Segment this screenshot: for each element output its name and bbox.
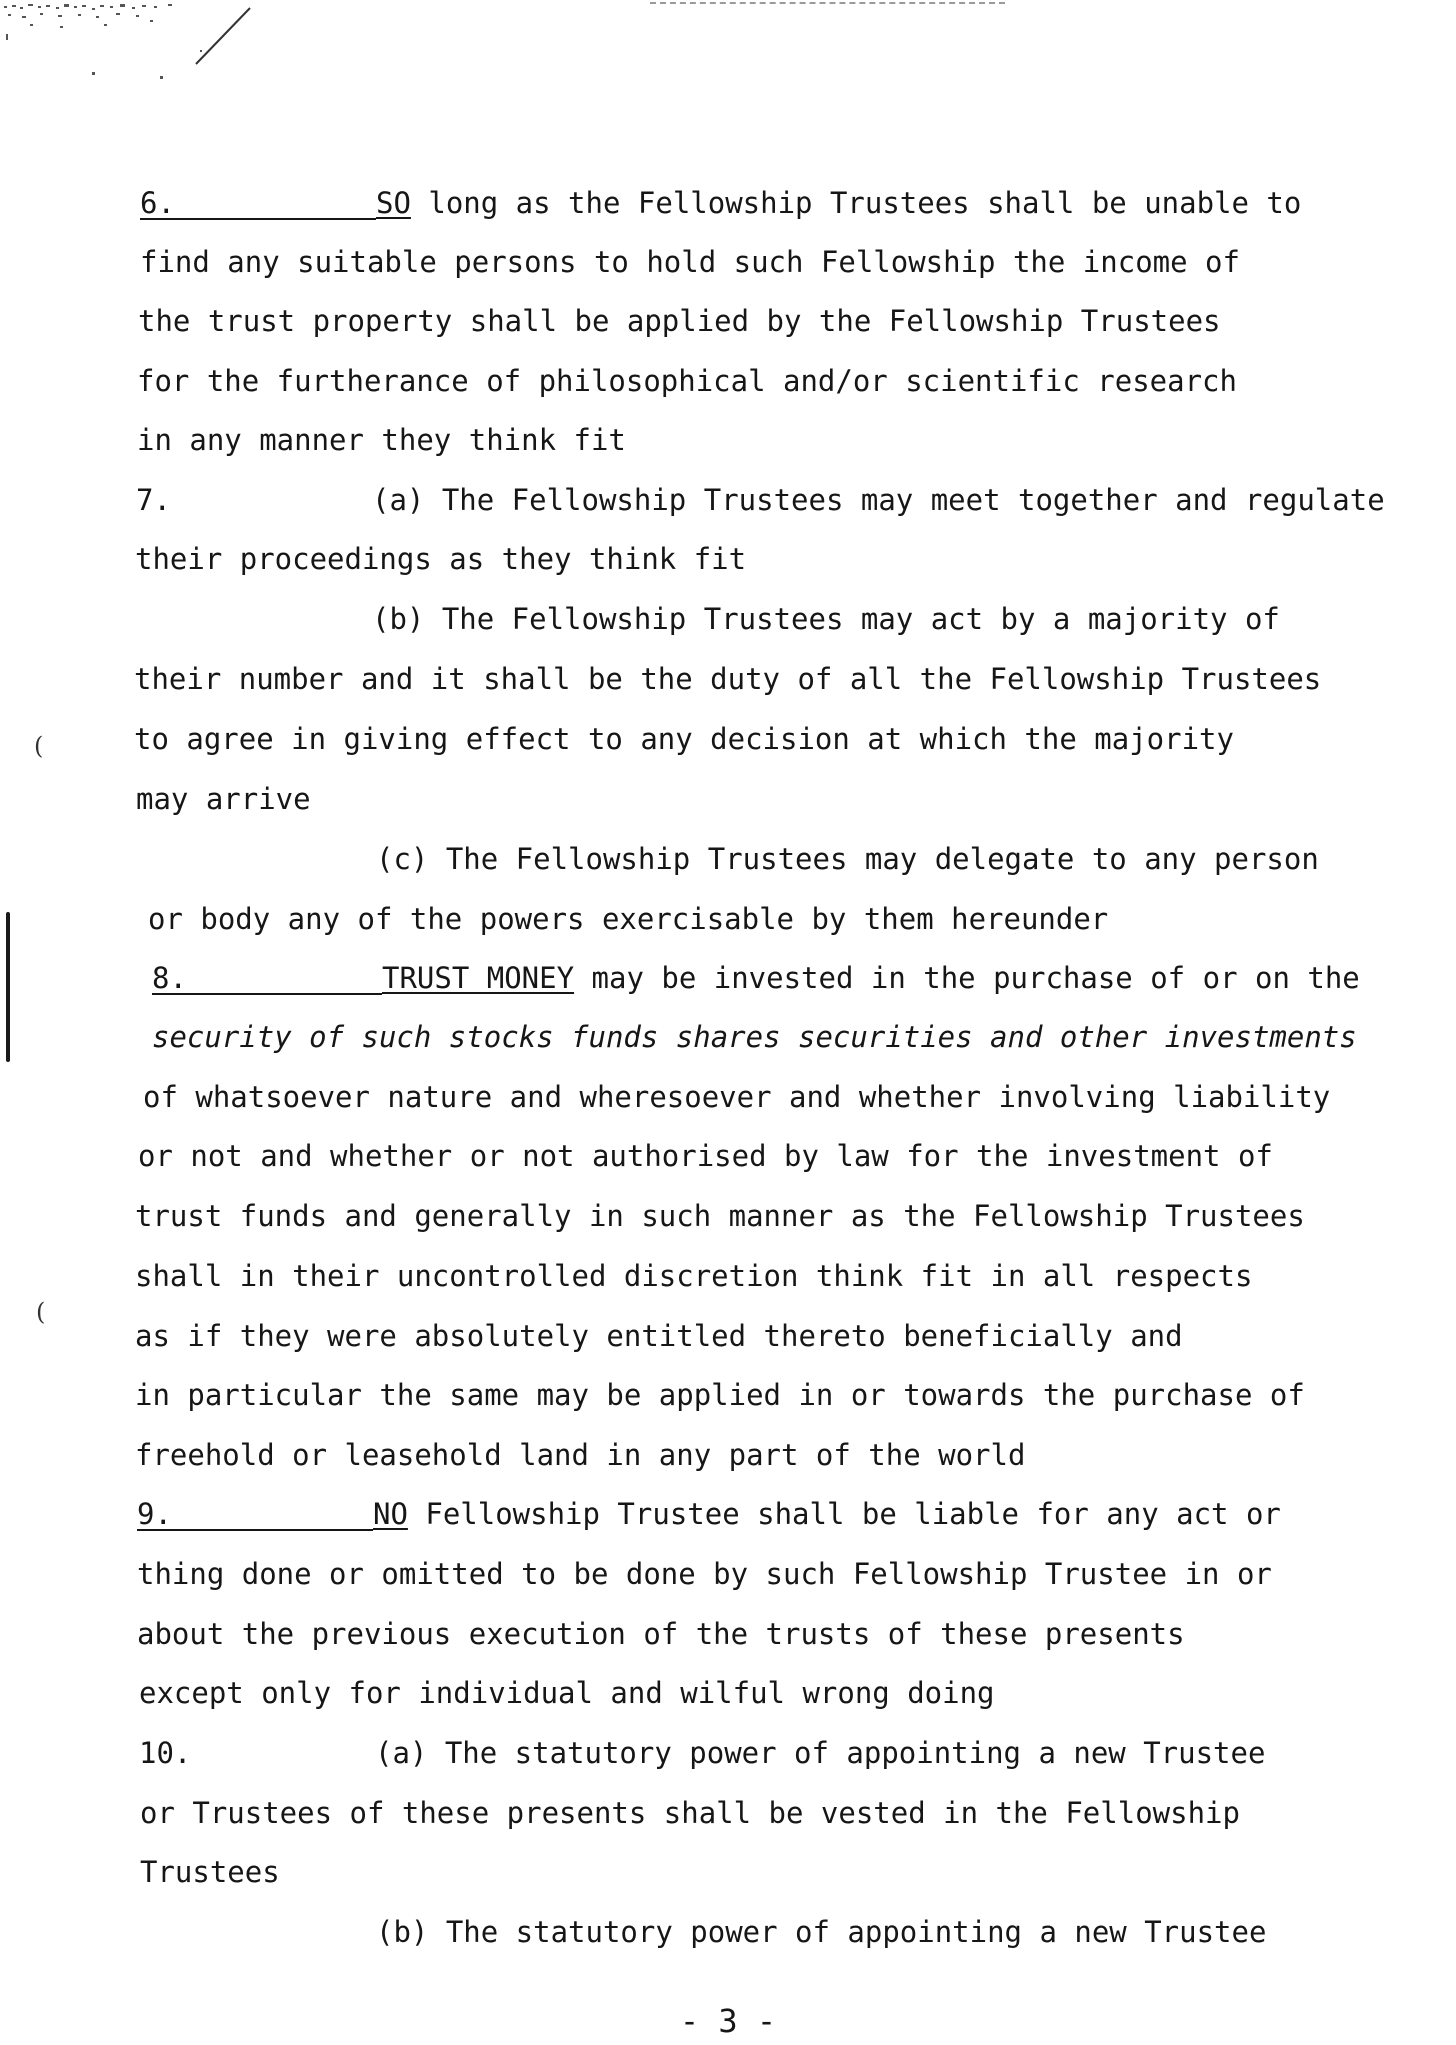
margin-bar-mark xyxy=(6,912,10,1062)
text-line: freehold or leasehold land in any part of the world xyxy=(135,1438,1026,1472)
margin-paren-mark: ( xyxy=(34,732,44,760)
text-line: for the furtherance of philosophical and/or scientific research xyxy=(137,364,1237,398)
text-line: their proceedings as they think fit xyxy=(135,542,747,576)
clause-text: Fellowship Trustee shall be liable for any act or xyxy=(407,1497,1281,1531)
clause-number: 7. xyxy=(136,483,171,517)
text-line: except only for individual and wilful wrong doing xyxy=(139,1676,995,1710)
subclause-line: (c) The Fellowship Trustees may delegate to any person xyxy=(376,842,1319,876)
scan-edge-line xyxy=(650,2,1005,4)
text-line: or not and whether or not authorised by law for the investment of xyxy=(138,1139,1273,1173)
clause-lead-word: NO xyxy=(373,1497,408,1531)
clause-text: long as the Fellowship Trustees shall be unable to xyxy=(410,186,1302,220)
text-line: in particular the same may be applied in or towards the purchase of xyxy=(135,1378,1305,1412)
margin-paren-mark: ( xyxy=(36,1298,46,1326)
text-line: as if they were absolutely entitled thereto beneficially and xyxy=(135,1319,1183,1353)
clause-lead-word: SO xyxy=(376,186,411,220)
clause-number: 6. xyxy=(140,188,376,220)
text-line: find any suitable persons to hold such Fellowship the income of xyxy=(140,245,1240,279)
clause-number: 9. xyxy=(137,1499,373,1531)
clause-7-heading-line xyxy=(136,482,1385,518)
text-line: or body any of the powers exercisable by them hereunder xyxy=(148,902,1109,936)
clause-text: may be invested in the purchase of or on the xyxy=(574,961,1360,995)
text-line: Trustees xyxy=(140,1855,280,1889)
text-line: to agree in giving effect to any decision at which the majority xyxy=(134,722,1234,756)
clause-text: (a) The statutory power of appointing a new Trustee xyxy=(375,1736,1266,1770)
clause-9-heading-line xyxy=(137,1496,1281,1532)
text-line: thing done or omitted to be done by such Fellowship Trustee in or xyxy=(137,1557,1272,1591)
text-line: their number and it shall be the duty of all the Fellowship Trustees xyxy=(134,662,1322,696)
text-line: about the previous execution of the trusts of these presents xyxy=(137,1617,1185,1651)
text-line: may arrive xyxy=(136,782,311,816)
text-line: in any manner they think fit xyxy=(137,423,626,457)
text-line: the trust property shall be applied by the Fellowship Trustees xyxy=(138,304,1221,338)
clause-lead-word: TRUST MONEY xyxy=(382,961,575,995)
text-line: shall in their uncontrolled discretion think fit in all respects xyxy=(135,1259,1253,1293)
text-line: or Trustees of these presents shall be vested in the Fellowship xyxy=(140,1796,1240,1830)
text-line: security of such stocks funds shares securities and other investments xyxy=(152,1020,1357,1054)
clause-text: (a) The Fellowship Trustees may meet together and regulate xyxy=(372,483,1385,517)
page-number: - 3 - xyxy=(679,2002,777,2040)
text-line: of whatsoever nature and wheresoever and whether involving liability xyxy=(143,1080,1331,1114)
clause-number: 10. xyxy=(139,1736,192,1770)
clause-8-heading-line xyxy=(152,960,1360,996)
scan-smudge xyxy=(0,0,270,80)
subclause-line: (b) The statutory power of appointing a new Trustee xyxy=(376,1915,1267,1949)
clause-6-heading-line xyxy=(140,185,1301,221)
clause-number: 8. xyxy=(152,963,382,995)
text-line: trust funds and generally in such manner as the Fellowship Trustees xyxy=(135,1199,1305,1233)
clause-10-heading-line xyxy=(139,1735,1265,1771)
subclause-line: (b) The Fellowship Trustees may act by a majority of xyxy=(372,602,1280,636)
